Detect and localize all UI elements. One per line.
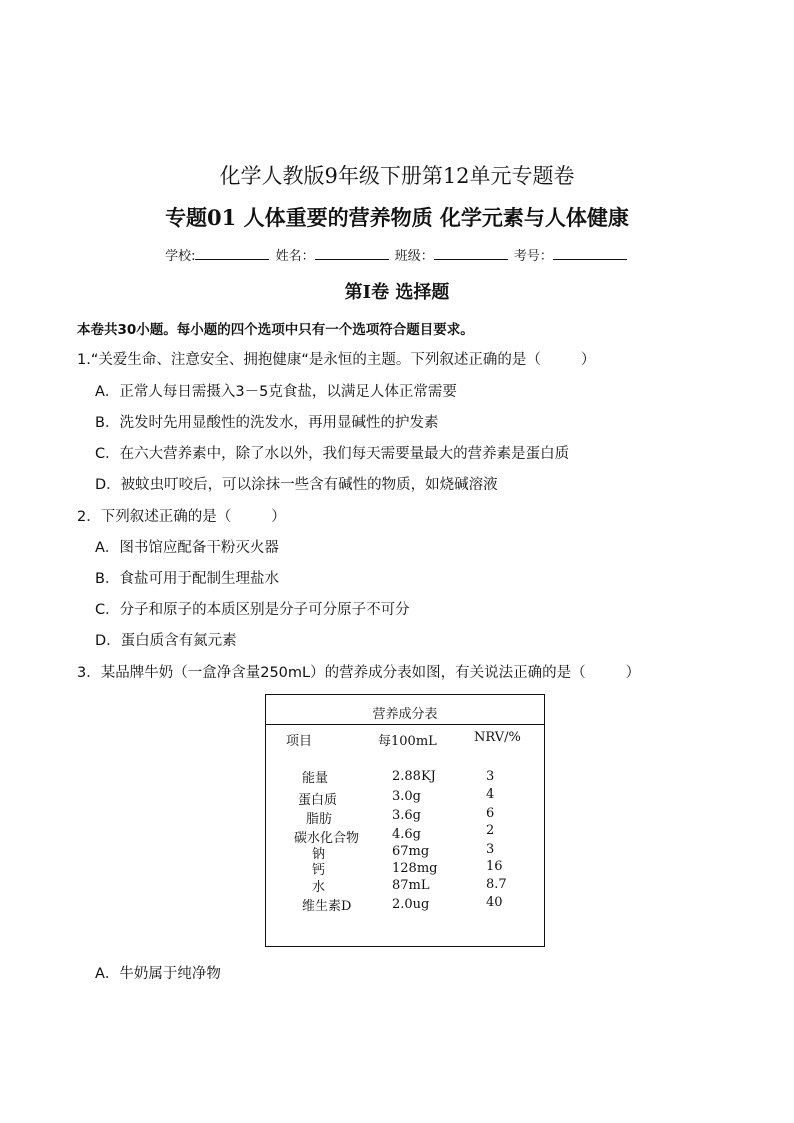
row-nrv: 2 [486, 823, 495, 838]
row-nrv: 3 [486, 769, 495, 784]
school-blank[interactable] [195, 247, 269, 260]
question-2-option-b: B．食盐可用于配制生理盐水 [95, 571, 279, 587]
exam-subtitle: 专题01 人体重要的营养物质 化学元素与人体健康 [165, 205, 629, 230]
name-blank[interactable] [315, 247, 389, 260]
row-item: 钠 [312, 847, 326, 862]
row-item: 碳水化合物 [294, 831, 360, 846]
question-1-option-c: C．在六大营养素中，除了水以外，我们每天需要量最大的营养素是蛋白质 [95, 446, 570, 462]
school-label: 学校: [165, 249, 196, 264]
row-amount: 4.6g [392, 827, 421, 842]
question-1-option-d: D．被蚊虫叮咬后，可以涂抹一些含有碱性的物质，如烧碱溶液 [95, 477, 498, 493]
row-item: 能量 [302, 771, 329, 786]
row-amount: 67mg [392, 844, 430, 859]
question-3-stem: 3．某品牌牛奶（一盒净含量250mL）的营养成分表如图，有关说法正确的是（ ） [77, 665, 641, 681]
row-item: 脂肪 [306, 812, 333, 827]
exam-title: 化学人教版9年级下册第12单元专题卷 [219, 164, 575, 188]
class-label: 班级： [394, 249, 434, 264]
header-amount: 每100mL [378, 734, 437, 749]
row-item: 钙 [312, 863, 326, 878]
row-item: 蛋白质 [298, 793, 338, 808]
section-instruction: 本卷共30小题。每小题的四个选项中只有一个选项符合题目要求。 [77, 322, 474, 338]
student-info-fields [0, 245, 794, 264]
row-amount: 3.6g [392, 808, 421, 823]
question-1-option-a: A．正常人每日需摄入3－5克食盐，以满足人体正常需要 [95, 384, 457, 400]
name-label: 姓名： [275, 249, 315, 264]
question-2-option-d: D．蛋白质含有氮元素 [95, 633, 237, 649]
row-amount: 2.88KJ [392, 769, 436, 784]
row-item: 维生素D [302, 899, 352, 914]
row-amount: 128mg [392, 861, 438, 876]
header-nrv: NRV/% [474, 730, 521, 745]
question-2-option-a: A．图书馆应配备干粉灭火器 [95, 540, 279, 556]
row-nrv: 8.7 [486, 877, 507, 892]
row-nrv: 3 [486, 842, 495, 857]
class-blank[interactable] [434, 247, 508, 260]
row-item: 水 [312, 880, 326, 895]
row-amount: 3.0g [392, 789, 421, 804]
row-nrv: 6 [486, 806, 495, 821]
section-title: 第Ⅰ卷 选择题 [344, 282, 450, 303]
nutrition-table [265, 694, 545, 947]
row-nrv: 16 [486, 859, 503, 874]
exam-number-label: 考号： [513, 249, 553, 264]
question-2-stem: 2．下列叙述正确的是（ ） [77, 509, 286, 525]
question-2-option-c: C．分子和原子的本质区别是分子可分原子不可分 [95, 602, 410, 618]
question-1-stem: 1.“关爱生命、注意安全、拥抱健康“是永恒的主题。下列叙述正确的是（ ） [77, 352, 596, 368]
row-nrv: 40 [486, 895, 503, 910]
nutrition-table-divider [266, 724, 544, 725]
nutrition-table-title: 营养成分表 [372, 707, 438, 722]
question-3-option-a: A．牛奶属于纯净物 [95, 966, 221, 982]
row-amount: 2.0ug [392, 897, 430, 912]
row-nrv: 4 [486, 787, 495, 802]
row-amount: 87mL [392, 878, 430, 893]
exam-number-blank[interactable] [553, 247, 627, 260]
header-item: 项目 [286, 734, 313, 749]
question-1-option-b: B．洗发时先用显酸性的洗发水，再用显碱性的护发素 [95, 415, 439, 431]
